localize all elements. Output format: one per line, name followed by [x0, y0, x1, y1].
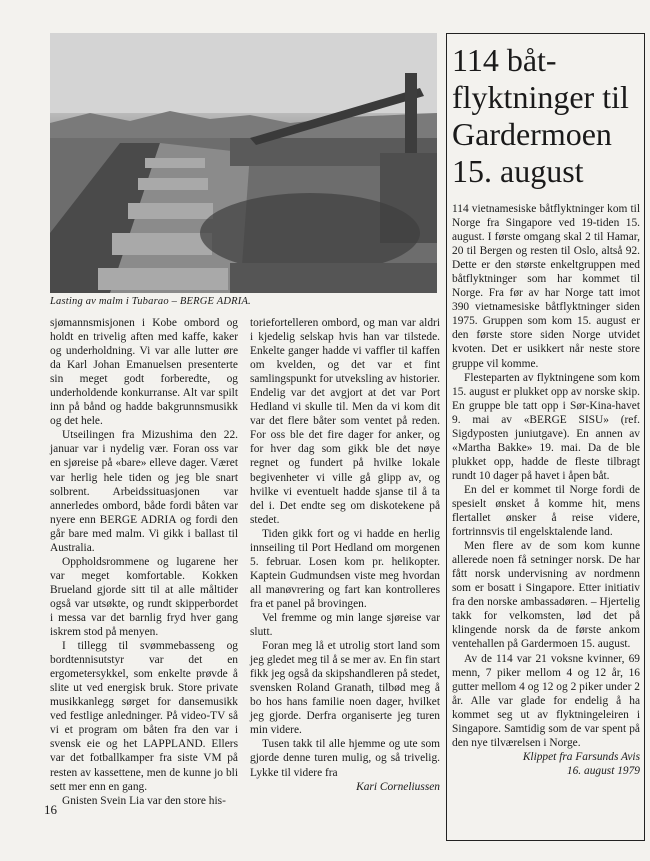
paragraph: Oppholdsrommene og lugarene her var meget komfortable. Kokken Brueland gjorde sitt til at alle måltider også var utsøkte, og rundt skipperbordet i messa var det barnlig fryd hver gang iskrem stod på menyen.	[50, 555, 238, 639]
page-number: 16	[44, 802, 57, 817]
photo-caption: Lasting av malm i Tubarao – BERGE ADRIA.	[50, 296, 251, 307]
paragraph: sjømannsmisjonen i Kobe ombord og holdt en trivelig aften med kaffe, kaker og underholdning. Vi var alle lutter øre da Karl Johan Emanuelsen presenterte sin meget godt forberedte, og underholdende konkurranse. Alt var spilt inn på bånd og hadde bakgrunnsmusikk og det hele.	[50, 317, 238, 428]
paragraph: Gnisten Svein Lia var den store his-	[62, 794, 226, 807]
source-date: 16. august 1979	[566, 764, 640, 777]
source-credit: Klippet fra Farsunds Avis	[522, 750, 640, 763]
paragraph: En del er kommet til Norge fordi de spesielt ønsket å komme hit, mens flertallet ønsker å reise videre, fortrinnsvis til engelsktalende land.	[452, 483, 640, 539]
paragraph: toriefortelleren ombord, og man var aldri i kjedelig selskap hvis han var tilstede. Enkelte ganger hadde vi vaffler til kaffen om kvelden, og det var et fint samlingspunkt for utveksling av historier. Endelig var det avgjort at det var Port Hedland vi skulle til. Men da vi kom dit var det flere båter som ventet på reden. For oss ble det fire dager for anker, og for hver dag som gikk ble det nøye regnet og fundert på hvilke lokale begivenheter vi ville gå glipp av, og hvilke vi eventuelt hadde sjanse til å ta del i. Det endte seg om diskotekene på stedet.	[250, 317, 440, 526]
paragraph: 114 vietnamesiske båtflyktninger kom til Norge fra Singapore ved 19-tiden 15. august. I første omgang skal 2 til Hamar, 20 til Bergen og resten til Oslo, altså 92. Dette er den største enkeltgruppen med båtflyktninger som har kommet til Norge. Fra før av har Norge tatt imot 390 vietnamesiske båtflyktninger siden 1975. Gruppen som kom 15. august er den første store siden Norge utvidet kvoten. Det er usikkert når neste store gruppe vil komme.	[452, 203, 640, 370]
paragraph: Utseilingen fra Mizushima den 22. januar var i nydelig vær. Foran oss var en sjøreise på «bare» elleve dager. Været var herlig hele tiden og jeg ble snart solbrent. Arbeidssituasjonen var annerledes ombord, både fordi båten var nyere enn BERGE ADRIA og fordi den går bare med malm. Vi gikk i ballast til Australia.	[50, 429, 238, 554]
paragraph: I tillegg til svømmebasseng og bordtennisutstyr var det en ergometersykkel, som enkelte prøvde å slite ut ved energisk bruk. Store private musikkanlegg sørget for dansemusikk ved festlige anledninger. På video-TV så vi et program om båten fra den var i svensk eie og het LAPPLAND. Ellers var det fotballkamper fra siste VM på resten av kassettene, men de kunne jo bli sett mer enn en gang.	[50, 640, 238, 793]
paragraph: Men flere av de som kom kunne allerede noen få setninger norsk. De har fått norsk undervisning av nordmenn som er bosatt i Singapore. Etter initiativ fra den norske ambassadøren. – Hjertelig takk for velkomsten, lød det på klingende norsk da de første ankom ventehallen på Gardermoen 15. august.	[452, 540, 640, 651]
sidebar-article	[452, 202, 640, 778]
paragraph: Tiden gikk fort og vi hadde en herlig innseiling til Port Hedland om morgenen 5. februar. Losen kom pr. helikopter. Kaptein Gudmundsen viste meg hvordan all manøvrering og fart kan kontrolleres fra et panel på brovingen.	[250, 527, 440, 610]
paragraph: Foran meg lå et utrolig stort land som jeg gledet meg til å se mer av. En fin start fikk jeg også da skipshandleren på stedet, svensken Roland Granath, tilbød meg å bo hos hans familie noen dager, hvilket jeg gjorde. Derfra organiserte jeg turen min videre.	[250, 640, 440, 737]
author-signature: Kari Corneliussen	[356, 780, 440, 793]
sidebar-headline: 114 båt-flyktninger til Gardermoen 15. august	[452, 42, 629, 189]
ship-loading-photo	[50, 33, 437, 293]
article-column-1	[50, 316, 238, 808]
article-column-2	[250, 316, 440, 794]
paragraph: Flesteparten av flyktningene som kom 15. august er plukket opp av norske skip. En gruppe ble tatt opp i Sør-Kina-havet 9. mai av «BERGE SISU» (ref. Sigdyposten juniutgave). En annen av «Martha Bakke» 19. mai. Da de ble plukket opp, hadde de fleste tilbragt rundt 10 dager på havet i åpen båt.	[452, 371, 640, 482]
paragraph: Av de 114 var 21 voksne kvinner, 69 menn, 7 piker mellom 4 og 12 år, 16 gutter mellom 4 og 12 og 2 piker under 2 år. Alle var glade for endelig å ha kommet seg ut av flyktningeleiren i Singapore. Samtidig som de var spent på den nye tilværelsen i Norge.	[452, 652, 640, 749]
paragraph: Vel fremme og min lange sjøreise var slutt.	[250, 611, 440, 639]
ship-loading-illustration	[50, 33, 437, 293]
paragraph: Tusen takk til alle hjemme og ute som gjorde denne turen mulig, og så trivelig. Lykke til videre fra	[250, 738, 440, 779]
